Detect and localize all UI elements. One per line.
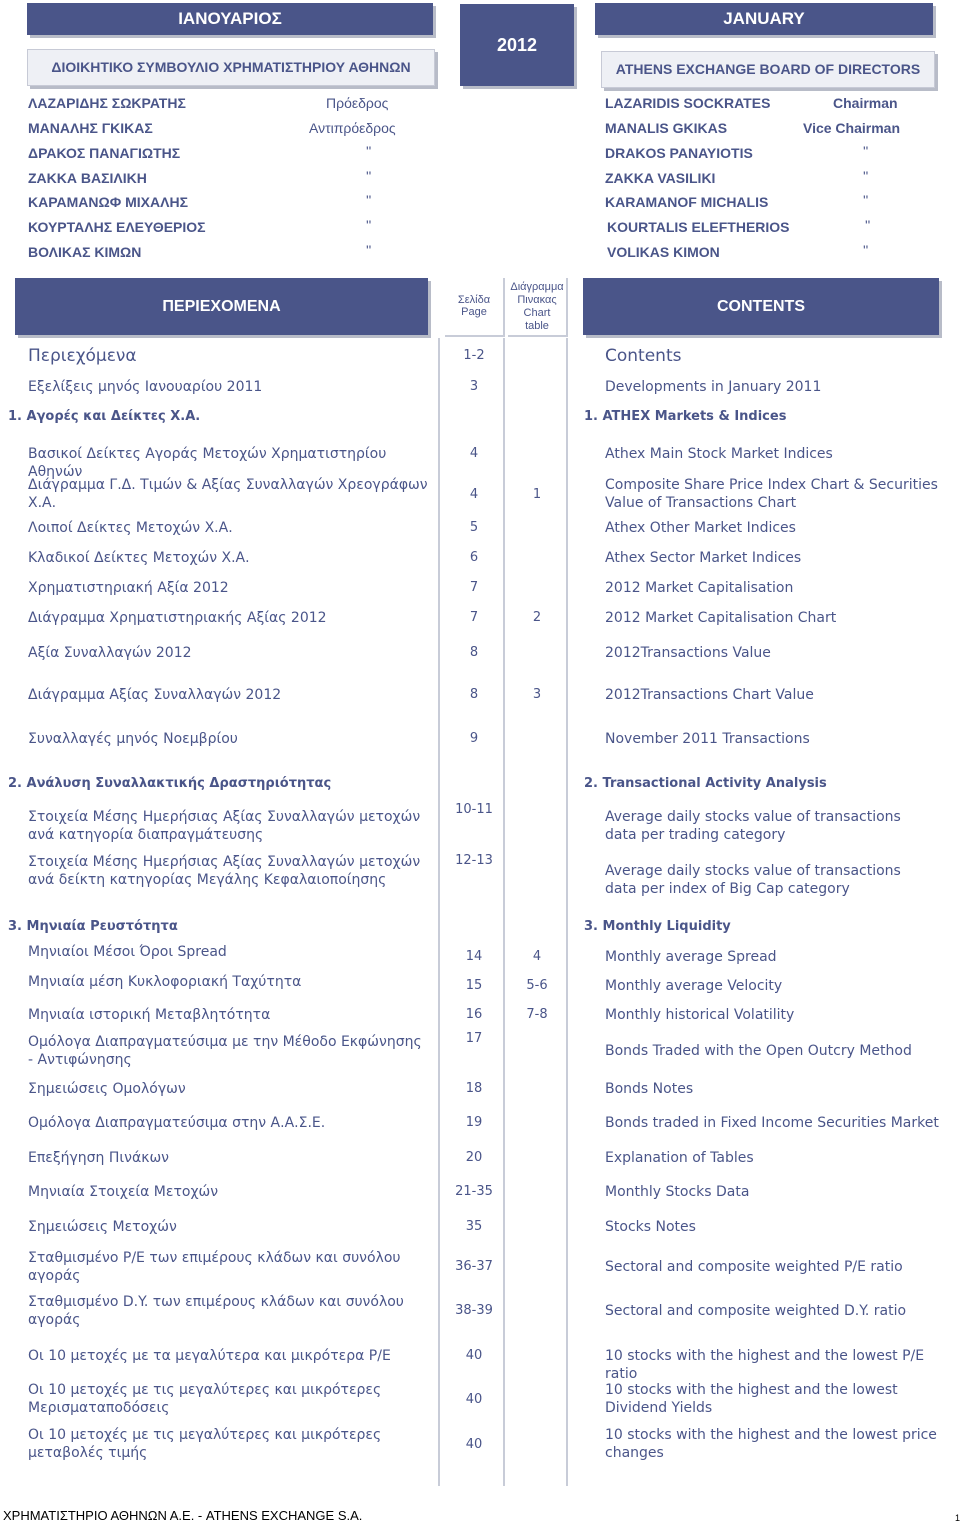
toc-entry-gr[interactable]: Χρηματιστηριακή Αξία 2012 <box>28 580 229 596</box>
toc-entry-en[interactable]: Composite Share Price Index Chart & Securities Value of Transactions Chart <box>605 477 938 511</box>
toc-entry-gr[interactable]: Εξελίξεις μηνός Ιανουαρίου 2011 <box>28 379 263 395</box>
toc-entry-gr[interactable]: Σημειώσεις Μετοχών <box>28 1219 177 1235</box>
board-name-en: MANALIS GKIKAS <box>605 120 728 136</box>
toc-entry-en[interactable]: Bonds Notes <box>605 1081 694 1097</box>
toc-page: 1-2 <box>463 348 485 363</box>
section-label-gr: 3. Μηνιαία Ρευστότητα <box>8 919 178 934</box>
toc-entry-gr[interactable]: Στοιχεία Μέσης Ημερήσιας Αξίας Συναλλαγών μετοχών ανά δείκτη κατηγορίας Μεγάλης Κεφαλαιοποίησης <box>28 854 421 888</box>
column-divider <box>438 338 440 1486</box>
month-gr-header <box>27 3 433 35</box>
board-name-en: ZAKKA VASILIKI <box>605 170 716 186</box>
section-label-gr: 1. Αγορές και Δείκτες Χ.Α. <box>8 409 201 424</box>
toc-page: 12-13 <box>455 853 493 868</box>
toc-page: 8 <box>469 687 479 702</box>
toc-page: 35 <box>465 1219 483 1234</box>
toc-entry-gr[interactable]: Διάγραμμα Γ.Δ. Τιμών & Αξίας Συναλλαγών Χρεογράφων Χ.Α. <box>28 477 428 511</box>
board-name-en: LAZARIDIS SOCKRATES <box>605 95 771 111</box>
contents-en-header <box>583 278 939 335</box>
toc-page: 3 <box>469 379 479 394</box>
toc-entry-gr[interactable]: Στοιχεία Μέσης Ημερήσιας Αξίας Συναλλαγών μετοχών ανά κατηγορία διαπραγμάτευσης <box>28 809 421 843</box>
board-title-gr: '' <box>366 217 372 233</box>
page-col-gr: Σελίδα <box>457 294 491 306</box>
toc-entry-en[interactable]: 2012Transactions Chart Value <box>605 687 814 703</box>
toc-page: 36-37 <box>455 1259 493 1274</box>
toc-entry-en[interactable]: 10 stocks with the highest and the lowest P/E ratio <box>605 1348 925 1382</box>
board-title-en: '' <box>863 143 869 159</box>
chart-col-en1: Chart <box>523 307 551 319</box>
chart-col-en2: table <box>525 320 549 332</box>
board-title-gr: Αντιπρόεδρος <box>309 120 396 136</box>
board-title-gr: '' <box>366 143 372 159</box>
toc-entry-gr[interactable]: Μηνιαία μέση Κυκλοφοριακή Ταχύτητα <box>28 974 302 990</box>
board-title-en: '' <box>863 168 869 184</box>
toc-page: 15 <box>465 978 483 993</box>
toc-entry-gr[interactable]: Κλαδικοί Δείκτες Μετοχών Χ.Α. <box>28 550 250 566</box>
toc-entry-gr[interactable]: Λοιποί Δείκτες Μετοχών Χ.Α. <box>28 520 233 536</box>
contents-gr-header <box>15 278 428 335</box>
toc-entry-gr[interactable]: Περιεχόμενα <box>28 346 137 366</box>
toc-page: 18 <box>465 1081 483 1096</box>
toc-chart: 3 <box>532 687 542 702</box>
toc-entry-en[interactable]: Developments in January 2011 <box>605 379 822 395</box>
toc-entry-en[interactable]: Bonds Traded with the Open Outcry Method <box>605 1043 912 1059</box>
board-title-en: Chairman <box>833 95 898 111</box>
board-name-gr: ΒΟΛΙΚΑΣ ΚΙΜΩΝ <box>28 244 142 260</box>
board-title-gr: '' <box>366 192 372 208</box>
chart-col-gr2: Πινακας <box>517 294 557 306</box>
toc-entry-gr[interactable]: Διάγραμμα Αξίας Συναλλαγών 2012 <box>28 687 282 703</box>
toc-entry-en[interactable]: Athex Sector Market Indices <box>605 550 802 566</box>
board-en-header <box>601 51 935 88</box>
toc-page: 9 <box>469 731 479 746</box>
toc-entry-en[interactable]: Monthly Stocks Data <box>605 1184 750 1200</box>
toc-entry-en[interactable]: Athex Other Market Indices <box>605 520 796 536</box>
toc-entry-en[interactable]: 2012 Market Capitalisation Chart <box>605 610 837 626</box>
board-name-en: VOLIKAS KIMON <box>607 244 720 260</box>
board-name-en: KOURTALIS ELEFTHERIOS <box>607 219 790 235</box>
toc-entry-gr[interactable]: Μηνιαίοι Μέσοι Όροι Spread <box>28 944 227 960</box>
toc-entry-en[interactable]: 10 stocks with the highest and the lowest Dividend Yields <box>605 1382 898 1416</box>
section-label-gr: 2. Ανάλυση Συναλλακτικής Δραστηριότητας <box>8 776 332 791</box>
toc-page: 10-11 <box>455 802 493 817</box>
toc-entry-en[interactable]: Stocks Notes <box>605 1219 696 1235</box>
toc-entry-gr[interactable]: Μηνιαία ιστορική Μεταβλητότητα <box>28 1007 271 1023</box>
board-title-gr: Πρόεδρος <box>326 95 389 111</box>
contents-gr-title: ΠΕΡΙΕΧΟΜΕΝΑ <box>162 298 281 315</box>
toc-entry-gr[interactable]: Συναλλαγές μηνός Νοεμβρίου <box>28 731 238 747</box>
toc-page: 40 <box>465 1437 483 1452</box>
toc-page: 38-39 <box>455 1303 493 1318</box>
footer-company: ΧΡΗΜΑΤΙΣΤΗΡΙΟ ΑΘΗΝΩΝ Α.Ε. - ATHENS EXCHANGE S.A. <box>3 1508 363 1523</box>
toc-page: 8 <box>469 645 479 660</box>
month-en: JANUARY <box>723 9 805 28</box>
board-gr-header <box>27 49 435 86</box>
month-en-header <box>595 3 933 35</box>
toc-page: 6 <box>469 550 479 565</box>
toc-entry-en[interactable]: Monthly average Spread <box>605 949 777 965</box>
board-name-gr: ΔΡΑΚΟΣ ΠΑΝΑΓΙΩΤΗΣ <box>28 145 181 161</box>
toc-entry-gr[interactable]: Οι 10 μετοχές με τα μεγαλύτερα και μικρότερα P/E <box>28 1348 391 1364</box>
toc-chart: 4 <box>532 949 542 964</box>
page-col-en: Page <box>461 306 487 318</box>
board-title-en: Vice Chairman <box>803 120 901 136</box>
toc-entry-gr[interactable]: Διάγραμμα Χρηματιστηριακής Αξίας 2012 <box>28 610 327 626</box>
toc-entry-en[interactable]: Athex Main Stock Market Indices <box>605 446 833 462</box>
board-name-gr: ΖΑΚΚΑ ΒΑΣΙΛΙΚΗ <box>28 170 147 186</box>
toc-chart: 1 <box>532 487 542 502</box>
toc-entry-en[interactable]: 2012 Market Capitalisation <box>605 580 794 596</box>
board-title-gr: '' <box>366 242 372 258</box>
year: 2012 <box>496 35 538 55</box>
toc-entry-en[interactable]: Explanation of Tables <box>605 1150 754 1166</box>
board-title-en: '' <box>865 217 871 233</box>
toc-page: 14 <box>465 949 483 964</box>
board-name-en: KARAMANOF MICHALIS <box>605 194 769 210</box>
footer-page-number: 1 <box>955 1513 960 1523</box>
toc-entry-gr[interactable]: Σταθμισμένο P/E των επιμέρους κλάδων και συνόλου αγοράς <box>28 1250 401 1284</box>
toc-page: 20 <box>465 1150 483 1165</box>
board-title-en: '' <box>863 192 869 208</box>
board-name-gr: ΛΑΖΑΡΙΔΗΣ ΣΩΚΡΑΤΗΣ <box>28 95 186 111</box>
toc-entry-gr[interactable]: Σταθμισμένο D.Y. των επιμέρους κλάδων και συνόλου αγοράς <box>28 1294 404 1328</box>
toc-chart: 2 <box>532 610 542 625</box>
section-label-en: 3. Monthly Liquidity <box>584 919 731 934</box>
toc-entry-en[interactable]: Average daily stocks value of transactions data per trading category <box>605 809 901 843</box>
toc-page: 19 <box>465 1115 483 1130</box>
year-box <box>460 4 574 86</box>
board-name-gr: ΚΟΥΡΤΑΛΗΣ ΕΛΕΥΘΕΡΙΟΣ <box>28 219 206 235</box>
board-title-en: '' <box>863 242 869 258</box>
toc-entry-gr[interactable]: Σημειώσεις Ομολόγων <box>28 1081 186 1097</box>
board-name-en: DRAKOS PANAYIOTIS <box>605 145 753 161</box>
toc-page: 7 <box>469 610 479 625</box>
toc-page: 21-35 <box>455 1184 493 1199</box>
section-label-en: 2. Transactional Activity Analysis <box>584 776 827 791</box>
board-gr-title: ΔΙΟΙΚΗΤΙΚΟ ΣΥΜΒΟΥΛΙΟ ΧΡΗΜΑΤΙΣΤΗΡΙΟΥ ΑΘΗΝΩΝ <box>51 59 411 75</box>
toc-entry-gr[interactable]: Βασικοί Δείκτες Αγοράς Μετοχών Χρηματιστηρίου Αθηνών <box>28 446 387 480</box>
toc-page: 40 <box>465 1392 483 1407</box>
toc-page: 17 <box>465 1031 483 1046</box>
toc-entry-en[interactable]: Bonds traded in Fixed Income Securities Market <box>605 1115 939 1131</box>
section-label-en: 1. ATHEX Markets & Indices <box>584 409 787 424</box>
page-col-header <box>445 278 505 337</box>
toc-entry-en[interactable]: Sectoral and composite weighted P/E ratio <box>605 1259 903 1275</box>
toc-entry-gr[interactable]: Ομόλογα Διαπραγματεύσιμα στην Α.Α.Σ.Ε. <box>28 1115 326 1131</box>
toc-page: 5 <box>469 520 479 535</box>
column-divider <box>566 338 568 1486</box>
board-en-title: ATHENS EXCHANGE BOARD OF DIRECTORS <box>615 61 921 77</box>
board-name-gr: ΜΑΝΑΛΗΣ ΓΚΙΚΑΣ <box>28 120 153 136</box>
toc-entry-en[interactable]: November 2011 Transactions <box>605 731 810 747</box>
toc-entry-gr[interactable]: Μηνιαία Στοιχεία Μετοχών <box>28 1184 219 1200</box>
chart-col-header <box>508 278 568 337</box>
toc-entry-en[interactable]: Monthly historical Volatility <box>605 1007 795 1023</box>
toc-entry-en[interactable]: Contents <box>605 346 682 366</box>
toc-page: 4 <box>469 446 479 461</box>
toc-entry-en[interactable]: Sectoral and composite weighted D.Y. ratio <box>605 1303 907 1319</box>
month-gr: ΙΑΝΟΥΑΡΙΟΣ <box>178 9 282 28</box>
toc-page: 4 <box>469 487 479 502</box>
toc-entry-en[interactable]: Monthly average Velocity <box>605 978 783 994</box>
toc-entry-gr[interactable]: Ομόλογα Διαπραγματεύσιμα με την Μέθοδο Εκφώνησης - Αντιφώνησης <box>28 1034 422 1068</box>
toc-entry-en[interactable]: Average daily stocks value of transactions data per index of Big Cap category <box>605 863 901 897</box>
toc-entry-en[interactable]: 10 stocks with the highest and the lowest price changes <box>605 1427 937 1461</box>
toc-page: 40 <box>465 1348 483 1363</box>
toc-entry-gr[interactable]: Αξία Συναλλαγών 2012 <box>28 645 192 661</box>
toc-entry-gr[interactable]: Οι 10 μετοχές με τις μεγαλύτερες και μικρότερες Μερισματαποδόσεις <box>28 1382 382 1416</box>
toc-entry-gr[interactable]: Επεξήγηση Πινάκων <box>28 1150 169 1166</box>
toc-page: 7 <box>469 580 479 595</box>
toc-chart: 7-8 <box>526 1007 548 1022</box>
toc-entry-gr[interactable]: Οι 10 μετοχές με τις μεγαλύτερες και μικρότερες μεταβολές τιμής <box>28 1427 382 1461</box>
toc-page: 16 <box>465 1007 483 1022</box>
board-title-gr: '' <box>366 168 372 184</box>
contents-en-title: CONTENTS <box>717 298 805 315</box>
column-divider <box>503 338 505 1486</box>
toc-chart: 5-6 <box>526 978 548 993</box>
toc-entry-en[interactable]: 2012Transactions Value <box>605 645 771 661</box>
board-name-gr: ΚΑΡΑΜΑΝΩΦ ΜΙΧΑΛΗΣ <box>28 194 188 210</box>
chart-col-gr1: Διάγραμμα <box>510 281 564 293</box>
